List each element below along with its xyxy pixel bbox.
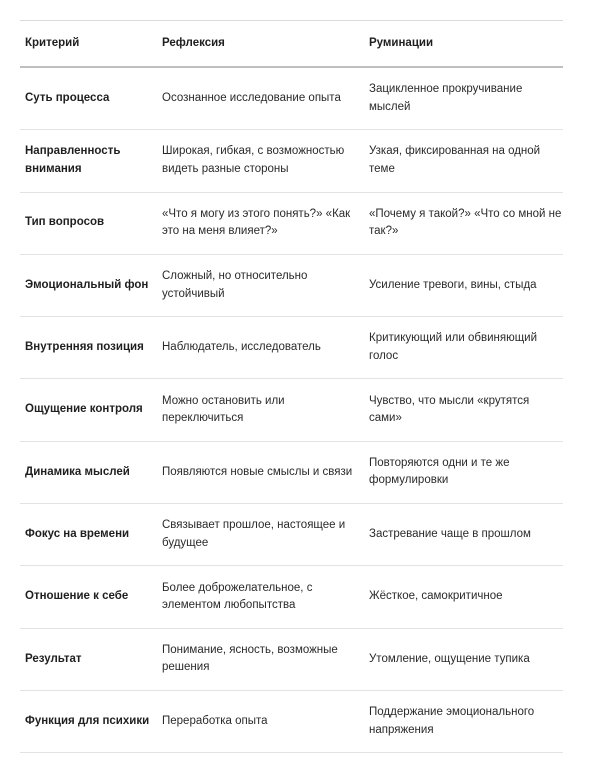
rumination-cell: Поддержание эмоционального напряжения (369, 706, 535, 736)
reflection-cell: Связывает прошлое, настоящее и будущее (162, 519, 346, 549)
reflection-cell: Более доброжелательное, с элементом любопытства (162, 581, 313, 612)
table-row (20, 130, 563, 192)
criterion-cell: Фокус на времени (25, 527, 130, 540)
reflection-cell: Сложный, но относительно устойчивый (162, 270, 308, 300)
reflection-cell: «Что я могу из этого понять?» «Как это на меня влияет?» (162, 207, 351, 238)
rumination-cell: Узкая, фиксированная на одной теме (369, 145, 541, 175)
table-row (20, 442, 563, 504)
header-criterion: Критерий (25, 36, 80, 49)
reflection-cell: Появляются новые смыслы и связи (162, 465, 353, 478)
rumination-cell: Застревание чаще в прошлом (369, 527, 531, 540)
rumination-cell: Чувство, что мысли «крутятся сами» (369, 394, 530, 425)
rumination-cell: Зацикленное прокручивание мыслей (369, 83, 523, 113)
table-row (20, 193, 563, 255)
criterion-cell: Функция для психики (25, 714, 150, 727)
criterion-cell: Ощущение контроля (25, 403, 143, 416)
table-row (20, 379, 563, 441)
reflection-cell: Наблюдатель, исследователь (162, 341, 321, 354)
criterion-cell: Тип вопросов (25, 216, 105, 229)
table-row (20, 68, 563, 130)
rumination-cell: Утомление, ощущение тупика (369, 652, 530, 665)
comparison-table (20, 20, 563, 753)
header-rumination: Руминации (369, 36, 434, 49)
rumination-cell: Жёсткое, самокритичное (369, 590, 503, 603)
reflection-cell: Широкая, гибкая, с возможностью видеть разные стороны (162, 145, 345, 175)
criterion-cell: Отношение к себе (25, 590, 129, 603)
table-row (20, 566, 563, 628)
criterion-cell: Результат (25, 652, 82, 665)
criterion-cell: Эмоциональный фон (25, 278, 149, 291)
reflection-cell: Переработка опыта (162, 714, 268, 727)
criterion-cell: Суть процесса (25, 91, 110, 104)
table-row (20, 691, 563, 753)
table-row (20, 317, 563, 379)
header-reflection: Рефлексия (162, 36, 225, 49)
criterion-cell: Динамика мыслей (25, 465, 130, 478)
criterion-cell: Внутренняя позиция (25, 341, 144, 354)
rumination-cell: Повторяются одни и те же формулировки (369, 456, 510, 487)
reflection-cell: Понимание, ясность, возможные решения (162, 643, 338, 674)
criterion-cell: Направленность внимания (25, 145, 121, 175)
rumination-cell: «Почему я такой?» «Что со мной не так?» (369, 207, 562, 238)
rumination-cell: Критикующий или обвиняющий голос (369, 332, 538, 362)
table-row (20, 255, 563, 317)
reflection-cell: Можно остановить или переключиться (162, 394, 285, 425)
rumination-cell: Усиление тревоги, вины, стыда (369, 278, 537, 291)
table-row (20, 504, 563, 566)
reflection-cell: Осознанное исследование опыта (162, 91, 341, 104)
table-row (20, 629, 563, 691)
table-header-row (20, 21, 563, 68)
